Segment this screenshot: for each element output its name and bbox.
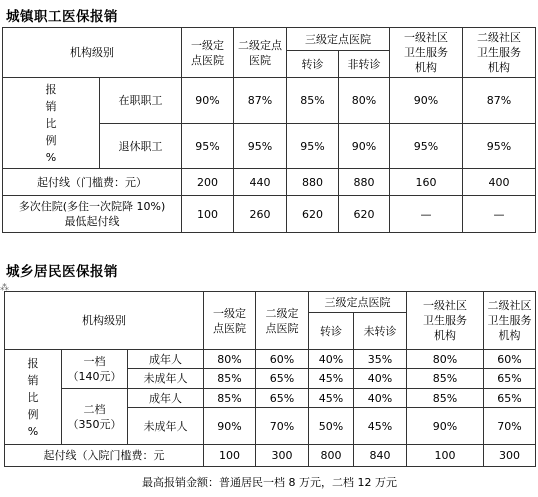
section1-title: 城镇职工医保报销 (6, 9, 118, 25)
row-label: 未成年人 (128, 369, 204, 389)
table-cell: 70% (256, 408, 309, 445)
table-cell: 95% (182, 124, 234, 169)
header-level2-hospital: 二级定 点医院 (256, 292, 309, 350)
table-cell: 45% (309, 369, 354, 389)
table-cell: 65% (484, 389, 536, 408)
multi-stay-label: 多次住院(多住一次院降 10%) 最低起付线 (3, 196, 182, 233)
table-cell: 85% (287, 78, 339, 124)
table-cell: 300 (256, 445, 309, 467)
header-level: 机构级别 (5, 292, 204, 350)
header-level2-hospital: 二级定点 医院 (234, 28, 287, 78)
table-cell: — (390, 196, 463, 233)
table-cell: 100 (407, 445, 484, 467)
row-label: 成年人 (128, 389, 204, 408)
table-cell: 65% (484, 369, 536, 389)
table-cell: 100 (182, 196, 234, 233)
table-cell: 880 (339, 169, 390, 196)
table-cell: 85% (204, 389, 256, 408)
threshold-label: 起付线（入院门槛费：元 (5, 445, 204, 467)
table-cell: 95% (234, 124, 287, 169)
resize-handle-icon: ⁂ (0, 283, 9, 293)
tier1-label: 一档 （140元） (62, 350, 128, 389)
header-community1: 一级社区 卫生服务 机构 (407, 292, 484, 350)
header-non-referral: 未转诊 (354, 313, 407, 350)
table-cell: 50% (309, 408, 354, 445)
table-cell: 100 (204, 445, 256, 467)
table-cell: 45% (309, 389, 354, 408)
table-cell: 90% (339, 124, 390, 169)
table-cell: 45% (354, 408, 407, 445)
table-cell: 40% (309, 350, 354, 369)
table-cell: 65% (256, 369, 309, 389)
table-cell: 160 (390, 169, 463, 196)
section2-title: 城乡居民医保报销 (6, 264, 118, 280)
max-reimbursement-note: 最高报销金额：普通居民一档 8 万元，二档 12 万元 (142, 476, 397, 489)
table-cell: 40% (354, 369, 407, 389)
ratio-label: 报 销 比 例 % (3, 78, 100, 169)
row-label: 在职职工 (100, 78, 182, 124)
header-community2: 二级社区 卫生服务 机构 (463, 28, 536, 78)
header-referral: 转诊 (287, 51, 339, 78)
table-cell: 880 (287, 169, 339, 196)
table-cell: 620 (339, 196, 390, 233)
table-cell: 65% (256, 389, 309, 408)
table-cell: 87% (234, 78, 287, 124)
table-cell: 80% (204, 350, 256, 369)
threshold-label: 起付线（门槛费：元） (3, 169, 182, 196)
header-referral: 转诊 (309, 313, 354, 350)
employee-insurance-table (2, 27, 536, 233)
table-cell: 87% (463, 78, 536, 124)
header-level1-hospital: 一级定 点医院 (204, 292, 256, 350)
header-non-referral: 非转诊 (339, 51, 390, 78)
row-label: 未成年人 (128, 408, 204, 445)
table-cell: 260 (234, 196, 287, 233)
table-cell: 60% (484, 350, 536, 369)
row-label: 成年人 (128, 350, 204, 369)
table-cell: 95% (390, 124, 463, 169)
table-cell: 200 (182, 169, 234, 196)
table-cell: 35% (354, 350, 407, 369)
resident-insurance-table (4, 291, 536, 467)
header-level3-hospital: 三级定点医院 (309, 292, 407, 313)
table-cell: 85% (407, 369, 484, 389)
table-cell: 400 (463, 169, 536, 196)
table-cell: 40% (354, 389, 407, 408)
table-cell: — (463, 196, 536, 233)
table-cell: 95% (463, 124, 536, 169)
tier2-label: 二档 （350元） (62, 389, 128, 445)
table-cell: 300 (484, 445, 536, 467)
table-cell: 80% (339, 78, 390, 124)
table-cell: 90% (390, 78, 463, 124)
table-cell: 95% (287, 124, 339, 169)
table-cell: 90% (407, 408, 484, 445)
table-cell: 90% (204, 408, 256, 445)
table-cell: 800 (309, 445, 354, 467)
header-level1-hospital: 一级定 点医院 (182, 28, 234, 78)
table-cell: 80% (407, 350, 484, 369)
ratio-label: 报 销 比 例 % (5, 350, 62, 445)
header-community1: 一级社区 卫生服务 机构 (390, 28, 463, 78)
table-cell: 440 (234, 169, 287, 196)
header-level: 机构级别 (3, 28, 182, 78)
table-cell: 90% (182, 78, 234, 124)
table-cell: 60% (256, 350, 309, 369)
table-cell: 840 (354, 445, 407, 467)
row-label: 退休职工 (100, 124, 182, 169)
table-cell: 85% (204, 369, 256, 389)
table-cell: 620 (287, 196, 339, 233)
header-level3-hospital: 三级定点医院 (287, 28, 390, 51)
table-cell: 70% (484, 408, 536, 445)
table-cell: 85% (407, 389, 484, 408)
header-community2: 二级社区 卫生服务 机构 (484, 292, 536, 350)
